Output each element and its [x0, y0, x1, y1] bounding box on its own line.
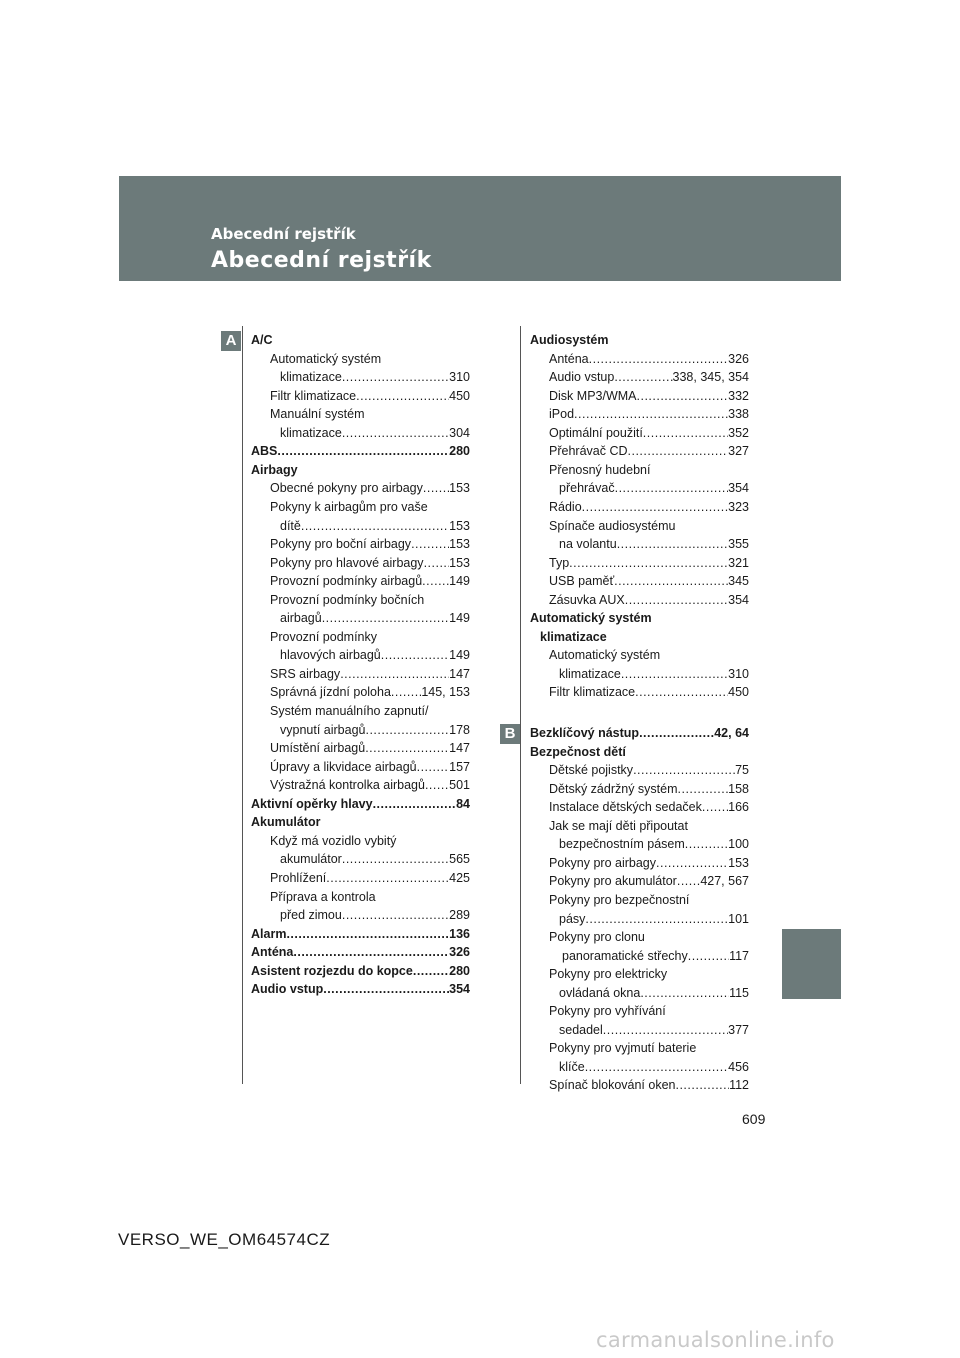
index-entry-term: Pokyny k airbagům pro vaše — [270, 499, 428, 514]
watermark: carmanualsonline.info — [596, 1328, 835, 1352]
index-entry-page: 450 — [728, 685, 749, 700]
index-entry-term: Instalace dětských sedaček — [549, 800, 702, 815]
index-entry-page: 100 — [728, 837, 749, 852]
index-entry-page: 145, 153 — [421, 685, 470, 700]
index-entry-term: před zimou — [280, 908, 342, 923]
index-entry-term: Prohlížení — [270, 870, 327, 885]
index-entry-page: 147 — [449, 741, 470, 756]
index-entry-page: 158 — [728, 781, 749, 796]
index-entry — [270, 574, 470, 588]
index-entry — [549, 1078, 749, 1092]
index-entry-page: 157 — [449, 759, 470, 774]
index-entry-page: 149 — [449, 574, 470, 589]
leader-dots — [411, 537, 449, 551]
index-entry — [549, 685, 749, 699]
index-entry-page: 178 — [449, 722, 470, 737]
index-entry-page: 101 — [728, 911, 749, 926]
index-entry-page: 149 — [449, 611, 470, 626]
index-entry-term: Přehrávač CD — [549, 444, 628, 459]
index-entry — [559, 667, 749, 681]
index-entry-page: 280 — [449, 963, 470, 978]
index-entry-term: ABS — [251, 444, 278, 459]
index-entry-term: Pokyny pro clonu — [549, 930, 645, 945]
index-entry — [549, 893, 749, 907]
index-entry-page: 345 — [728, 574, 749, 589]
index-entry-page: 327 — [728, 444, 749, 459]
leader-dots — [603, 1023, 728, 1037]
index-entry-term: Automatický systém — [530, 611, 652, 626]
index-entry — [270, 500, 470, 514]
index-entry-term: Dětské pojistky — [549, 763, 634, 778]
index-entry-term: Pokyny pro boční airbagy — [270, 537, 412, 552]
leader-dots — [425, 778, 449, 792]
leader-dots — [635, 685, 728, 699]
page-header — [119, 176, 841, 281]
index-entry — [270, 778, 470, 792]
leader-dots — [640, 986, 729, 1000]
index-entry-page: 565 — [449, 852, 470, 867]
index-entry-term: Příprava a kontrola — [270, 889, 376, 904]
leader-dots — [621, 667, 728, 681]
leader-dots — [637, 389, 729, 403]
document-code: VERSO_WE_OM64574CZ — [118, 1230, 331, 1249]
index-entry — [559, 1023, 749, 1037]
index-entry — [549, 593, 749, 607]
index-entry-term: bezpečnostním pásem — [559, 837, 685, 852]
index-entry-term: Airbagy — [251, 462, 298, 477]
index-entry — [559, 986, 749, 1000]
index-entry-term: Disk MP3/WMA — [549, 388, 637, 403]
index-entry-term: Jak se mají děti připoutat — [549, 818, 688, 833]
index-entry-page: 166 — [728, 800, 749, 815]
leader-dots — [643, 426, 728, 440]
index-entry-term: SRS airbagy — [270, 666, 341, 681]
index-entry — [559, 1060, 749, 1074]
index-entry-term: Spínač blokování oken — [549, 1078, 676, 1093]
index-entry-term: Alarm — [251, 926, 287, 941]
index-entry — [549, 463, 749, 477]
index-entry-term: Přenosný hudební — [549, 462, 651, 477]
index-entry — [549, 800, 749, 814]
index-entry — [549, 1041, 749, 1055]
leader-dots — [678, 782, 729, 796]
leader-dots — [342, 852, 449, 866]
index-entry-page: 153 — [449, 518, 470, 533]
index-entry-term: Typ — [549, 555, 570, 570]
index-entry-page: 323 — [728, 499, 749, 514]
index-entry — [251, 945, 470, 959]
leader-dots — [365, 723, 449, 737]
index-entry-page: 450 — [449, 388, 470, 403]
index-entry-term: Dětský zádržný systém — [549, 781, 678, 796]
index-entry — [280, 426, 470, 440]
index-entry-term: panoramatické střechy — [562, 948, 688, 963]
index-entry-term: dítě — [280, 518, 301, 533]
index-entry-term: Zásuvka AUX — [549, 592, 625, 607]
index-entry-page: 354 — [728, 481, 749, 496]
index-entry-term: Manuální systém — [270, 407, 365, 422]
index-entry — [270, 556, 470, 570]
index-entry — [549, 352, 749, 366]
index-entry — [270, 630, 470, 644]
leader-dots — [569, 556, 728, 570]
index-entry-term: Automatický systém — [549, 648, 661, 663]
index-entry — [280, 370, 470, 384]
index-entry-term: vypnutí airbagů — [280, 722, 366, 737]
index-entry — [549, 370, 749, 384]
leader-dots — [413, 964, 449, 978]
index-entry-term: Pokyny pro akumulátor — [549, 874, 677, 889]
index-entry — [251, 444, 470, 458]
index-entry-term: Filtr klimatizace — [270, 388, 357, 403]
index-entry — [270, 834, 470, 848]
index-entry-term: Akumulátor — [251, 815, 321, 830]
index-entry-page: 310 — [728, 666, 749, 681]
index-entry-term: Spínače audiosystému — [549, 518, 676, 533]
index-entry-term: Automatický systém — [270, 351, 382, 366]
index-entry — [549, 500, 749, 514]
index-entry — [251, 927, 470, 941]
index-entry-page: 501 — [449, 778, 470, 793]
index-entry-term: klimatizace — [559, 666, 621, 681]
index-entry-term: airbagů — [280, 611, 322, 626]
index-entry-page: 117 — [729, 948, 749, 963]
index-entry — [251, 333, 470, 347]
index-entry-term: Pokyny pro elektricky — [549, 967, 668, 982]
index-entry — [530, 333, 749, 347]
index-entry — [270, 389, 470, 403]
index-entry — [540, 630, 749, 644]
index-entry-page: 153 — [449, 555, 470, 570]
leader-dots — [677, 874, 700, 888]
index-entry — [280, 648, 470, 662]
page-number: 609 — [742, 1111, 766, 1127]
index-entry-term: Pokyny pro vyjmutí baterie — [549, 1041, 697, 1056]
index-entry — [251, 815, 470, 829]
index-entry — [251, 982, 470, 996]
leader-dots — [277, 444, 449, 458]
index-entry-term: na volantu — [559, 537, 617, 552]
index-entry — [270, 352, 470, 366]
index-entry-term: Optimální použití — [549, 425, 643, 440]
index-entry-term: Audiosystém — [530, 333, 609, 347]
index-entry — [280, 852, 470, 866]
index-entry-page: 289 — [449, 908, 470, 923]
index-entry — [549, 556, 749, 570]
index-entry-term: Audio vstup — [251, 982, 324, 997]
index-entry — [549, 967, 749, 981]
index-entry-page: 153 — [728, 855, 749, 870]
index-entry — [549, 648, 749, 662]
leader-dots — [322, 611, 449, 625]
index-entry — [270, 741, 470, 755]
index-entry-page: 153 — [449, 537, 470, 552]
index-entry-term: Aktivní opěrky hlavy — [251, 796, 373, 811]
index-entry — [549, 519, 749, 533]
leader-dots — [675, 1078, 729, 1092]
leader-dots — [574, 407, 728, 421]
leader-dots — [342, 426, 449, 440]
index-entry — [549, 389, 749, 403]
section-letter-a: A — [221, 331, 241, 351]
leader-dots — [293, 945, 449, 959]
index-entry — [530, 745, 749, 759]
leader-dots — [589, 352, 729, 366]
index-entry-term: Když má vozidlo vybitý — [270, 833, 397, 848]
index-entry-page: 304 — [449, 425, 470, 440]
index-entry-page: 425 — [449, 870, 470, 885]
index-entry — [549, 856, 749, 870]
index-entry-page: 149 — [449, 648, 470, 663]
index-entry-page: 321 — [728, 555, 749, 570]
index-entry-term: Pokyny pro hlavové airbagy — [270, 555, 424, 570]
index-entry — [280, 723, 470, 737]
index-entry — [549, 930, 749, 944]
index-entry — [549, 763, 749, 777]
leader-dots — [356, 389, 449, 403]
index-entry — [549, 574, 749, 588]
index-entry-page: 427, 567 — [700, 874, 749, 889]
index-entry-term: Výstražná kontrolka airbagů — [270, 778, 425, 793]
index-entry-term: Pokyny pro vyhřívání — [549, 1004, 666, 1019]
leader-dots — [639, 726, 714, 740]
index-entry — [280, 611, 470, 625]
side-tab-marker — [782, 929, 841, 999]
index-entry — [549, 782, 749, 796]
leader-dots — [617, 537, 728, 551]
index-entry-term: Bezklíčový nástup — [530, 726, 640, 740]
leader-dots — [585, 912, 728, 926]
index-entry — [562, 949, 749, 963]
index-entry-page: 84 — [456, 796, 470, 811]
leader-dots — [340, 667, 449, 681]
index-entry-term: Pokyny pro bezpečnostní — [549, 892, 690, 907]
index-entry — [559, 537, 749, 551]
index-entry-page: 115 — [729, 985, 749, 1000]
section-letter-b: B — [500, 724, 520, 744]
leader-dots — [365, 741, 449, 755]
index-entry-page: 147 — [449, 666, 470, 681]
index-entry-term: klíče — [559, 1059, 585, 1074]
index-entry-term: akumulátor — [280, 852, 342, 867]
index-entry-term: klimatizace — [280, 370, 342, 385]
left-column-rule — [242, 326, 243, 1084]
leader-dots — [582, 500, 728, 514]
index-entry — [549, 426, 749, 440]
index-entry-term: iPod — [549, 407, 575, 422]
index-entry — [559, 481, 749, 495]
leader-dots — [373, 797, 457, 811]
index-entry-term: Provozní podmínky — [270, 629, 377, 644]
index-entry-page: 338 — [728, 407, 749, 422]
index-entry-page: 354 — [449, 982, 470, 997]
leader-dots — [286, 927, 449, 941]
index-entry-page: 326 — [449, 945, 470, 960]
leader-dots — [381, 648, 449, 662]
index-entry — [270, 667, 470, 681]
index-entry-term: Úpravy a likvidace airbagů — [270, 759, 417, 774]
index-entry — [251, 463, 470, 477]
index-entry-term: přehrávač — [559, 481, 615, 496]
index-entry — [251, 797, 470, 811]
index-entry — [549, 1004, 749, 1018]
index-entry — [270, 537, 470, 551]
index-entry — [270, 407, 470, 421]
index-entry-page: 112 — [729, 1078, 749, 1093]
leader-dots — [685, 837, 728, 851]
index-entry — [270, 593, 470, 607]
leader-dots — [342, 370, 449, 384]
leader-dots — [301, 519, 449, 533]
leader-dots — [326, 871, 449, 885]
index-entry — [270, 890, 470, 904]
index-entry — [549, 444, 749, 458]
leader-dots — [417, 760, 450, 774]
index-entry-term: sedadel — [559, 1022, 603, 1037]
leader-dots — [633, 763, 735, 777]
leader-dots — [342, 908, 449, 922]
index-entry-term: Pokyny pro airbagy — [549, 855, 657, 870]
index-entry-term: Filtr klimatizace — [549, 685, 636, 700]
index-entry — [270, 685, 470, 699]
index-entry-term: Provozní podmínky bočních — [270, 592, 425, 607]
index-entry-term: klimatizace — [540, 629, 607, 644]
index-entry-page: 332 — [728, 388, 749, 403]
index-entry — [549, 874, 749, 888]
leader-dots — [656, 856, 728, 870]
index-entry-term: Rádio — [549, 499, 582, 514]
index-entry-page: 352 — [728, 425, 749, 440]
index-entry-term: ovládaná okna — [559, 985, 641, 1000]
index-entry — [270, 760, 470, 774]
index-entry-term: hlavových airbagů — [280, 648, 381, 663]
leader-dots — [424, 556, 450, 570]
leader-dots — [423, 481, 449, 495]
index-entry — [270, 871, 470, 885]
index-entry — [530, 726, 749, 740]
index-entry-term: Provozní podmínky airbagů — [270, 574, 423, 589]
index-entry-term: pásy — [559, 911, 586, 926]
index-entry-page: 338, 345, 354 — [672, 370, 749, 385]
leader-dots — [625, 593, 728, 607]
index-entry — [280, 519, 470, 533]
leader-dots — [688, 949, 729, 963]
leader-dots — [614, 370, 672, 384]
index-entry-term: klimatizace — [280, 425, 342, 440]
leader-dots — [702, 800, 728, 814]
index-entry-page: 355 — [728, 537, 749, 552]
leader-dots — [614, 574, 728, 588]
index-entry-term: Systém manuálního zapnutí/ — [270, 704, 429, 718]
right-column-rule — [520, 326, 521, 1084]
index-entry-page: 42, 64 — [714, 726, 749, 740]
leader-dots — [422, 574, 449, 588]
leader-dots — [323, 982, 449, 996]
index-entry-term: Anténa — [549, 351, 589, 366]
index-entry-term: Anténa — [251, 945, 294, 960]
index-entry-page: 153 — [449, 481, 470, 496]
index-entry-page: 456 — [728, 1059, 749, 1074]
page-title: Abecední rejstřík — [211, 248, 432, 273]
index-entry-page: 75 — [735, 763, 749, 778]
leader-dots — [391, 685, 421, 699]
index-entry-term: Správná jízdní poloha — [270, 685, 391, 700]
index-entry — [559, 837, 749, 851]
index-entry-term: USB paměť — [549, 574, 615, 589]
index-entry-term: Audio vstup — [549, 370, 615, 385]
leader-dots — [615, 481, 729, 495]
index-entry-term: Asistent rozjezdu do kopce — [251, 963, 413, 978]
index-entry — [549, 407, 749, 421]
index-entry — [559, 912, 749, 926]
index-entry-term: Bezpečnost dětí — [530, 744, 626, 759]
index-entry-term: Obecné pokyny pro airbagy — [270, 481, 423, 496]
index-entry-page: 354 — [728, 592, 749, 607]
index-entry-page: 310 — [449, 370, 470, 385]
index-entry — [270, 481, 470, 495]
index-entry — [251, 964, 470, 978]
index-entry — [530, 611, 749, 625]
index-entry-page: 326 — [728, 351, 749, 366]
index-entry-page: 377 — [728, 1022, 749, 1037]
leader-dots — [628, 444, 729, 458]
index-entry — [280, 908, 470, 922]
index-entry-page: 136 — [449, 926, 470, 941]
index-entry — [549, 819, 749, 833]
index-entry-term: Umístění airbagů — [270, 741, 366, 756]
header-subtitle: Abecední rejstřík — [211, 225, 356, 243]
index-entry-term: A/C — [251, 333, 273, 347]
leader-dots — [585, 1060, 728, 1074]
index-entry — [270, 704, 470, 718]
index-entry-page: 280 — [449, 444, 470, 459]
